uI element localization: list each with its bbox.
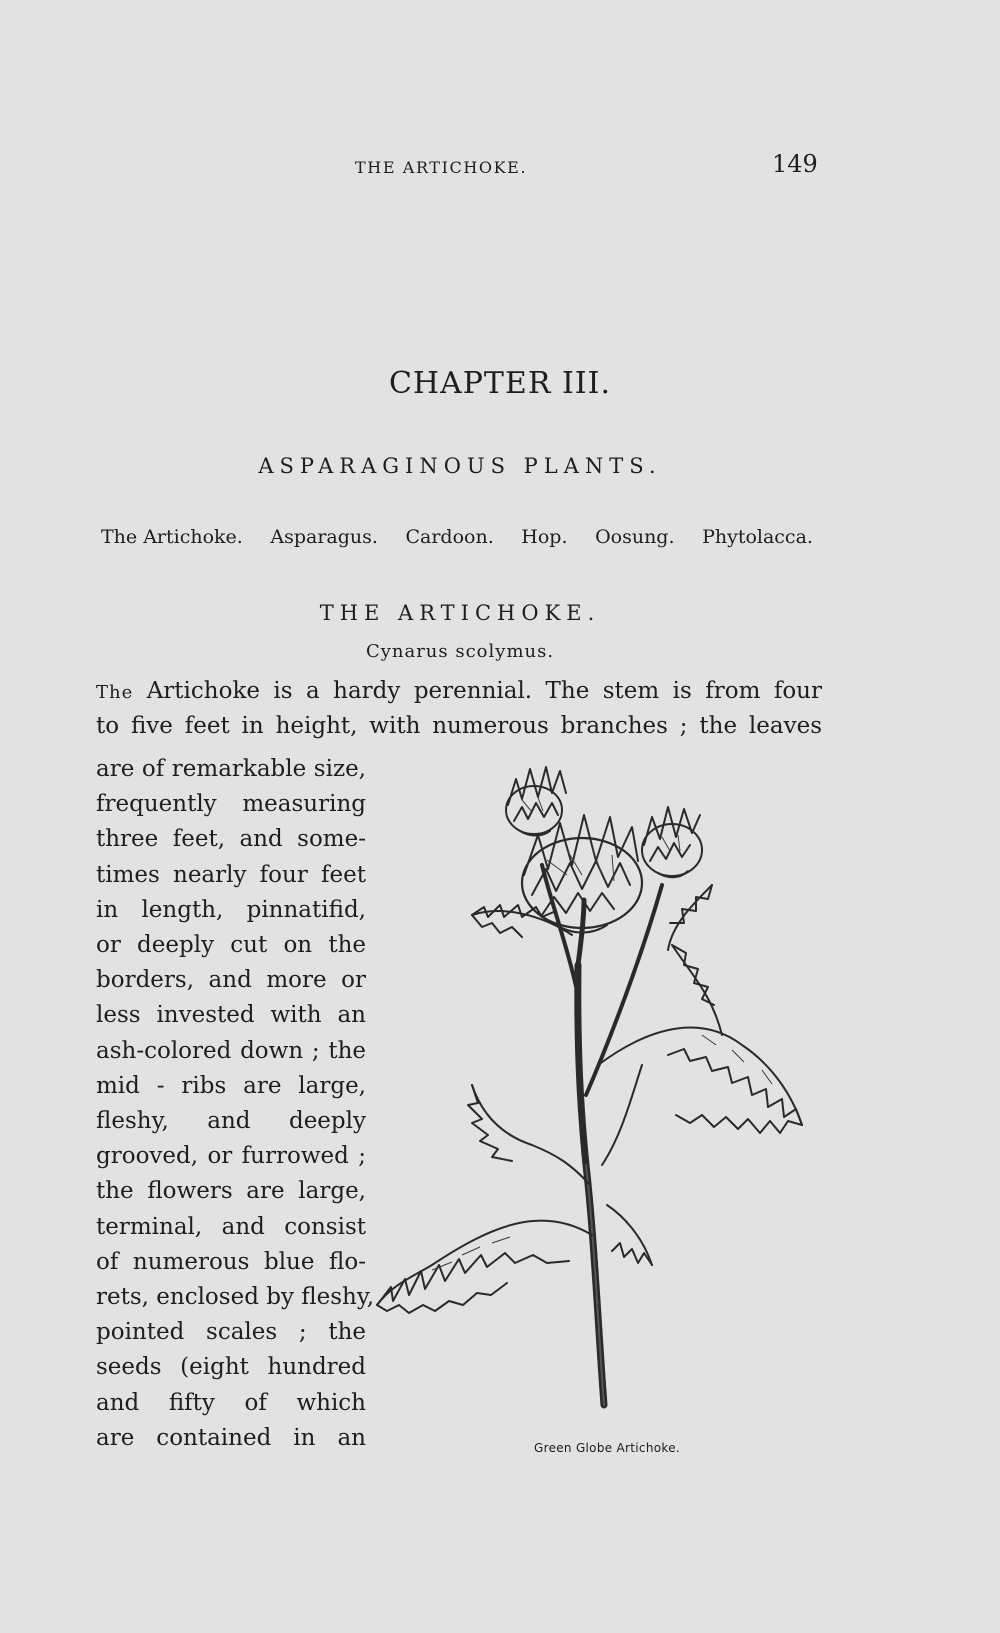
body-line: ash-colored down ; the [96,1037,366,1064]
running-head: THE ARTICHOKE. [355,158,528,177]
chapter-contents [101,526,813,548]
body-column [96,752,375,1456]
body-line: rets, enclosed by fleshy, [96,1284,375,1311]
body-line: fleshy, and deeply [96,1108,366,1135]
contents-item: Hop. [521,526,568,548]
section-title: THE ARTICHOKE. [319,601,601,625]
artichoke-illustration [372,765,837,1425]
body-line: pointed scales ; the [96,1319,366,1346]
contents-item: Cardoon. [405,526,494,548]
body-line-text: Artichoke is a hardy perennial. The stem is from four [133,678,822,704]
figure-caption: Green Globe Artichoke. [534,1441,680,1455]
page-number: 149 [772,150,818,178]
botanical-name: Cynarus scolymus. [365,641,555,662]
chapter-title: ASPARAGINOUS PLANTS. [258,454,662,478]
body-line: times nearly four feet [96,861,366,888]
body-line: less invested with an [96,1002,366,1029]
body-line: or deeply cut on the [96,932,366,959]
body-line: the flowers are large, [96,1178,366,1205]
contents-item: Oosung. [595,526,675,548]
body-line: grooved, or furrowed ; [96,1143,366,1170]
contents-item: Phytolacca. [702,526,813,548]
body-line: frequently measuring [96,791,366,818]
small-caps-word: The [96,682,134,703]
body-line [96,678,822,704]
body-line: in length, pinnatifid, [96,896,366,923]
body-line: of numerous blue flo- [96,1248,366,1275]
chapter-number: CHAPTER III. [388,366,612,401]
body-line: borders, and more or [96,967,366,994]
contents-item: The Artichoke. [101,526,243,548]
body-line: terminal, and consist [96,1213,366,1240]
body-line: to five feet in height, with numerous branches ; the leaves [96,713,822,739]
body-line: are contained in an [96,1424,366,1451]
contents-item: Asparagus. [270,526,378,548]
body-line: seeds (eight hundred [96,1354,366,1381]
body-line: are of remarkable size, [96,756,366,782]
body-line: three feet, and some- [96,826,366,853]
body-line: mid - ribs are large, [96,1072,366,1099]
body-line: and fifty of which [96,1389,366,1416]
